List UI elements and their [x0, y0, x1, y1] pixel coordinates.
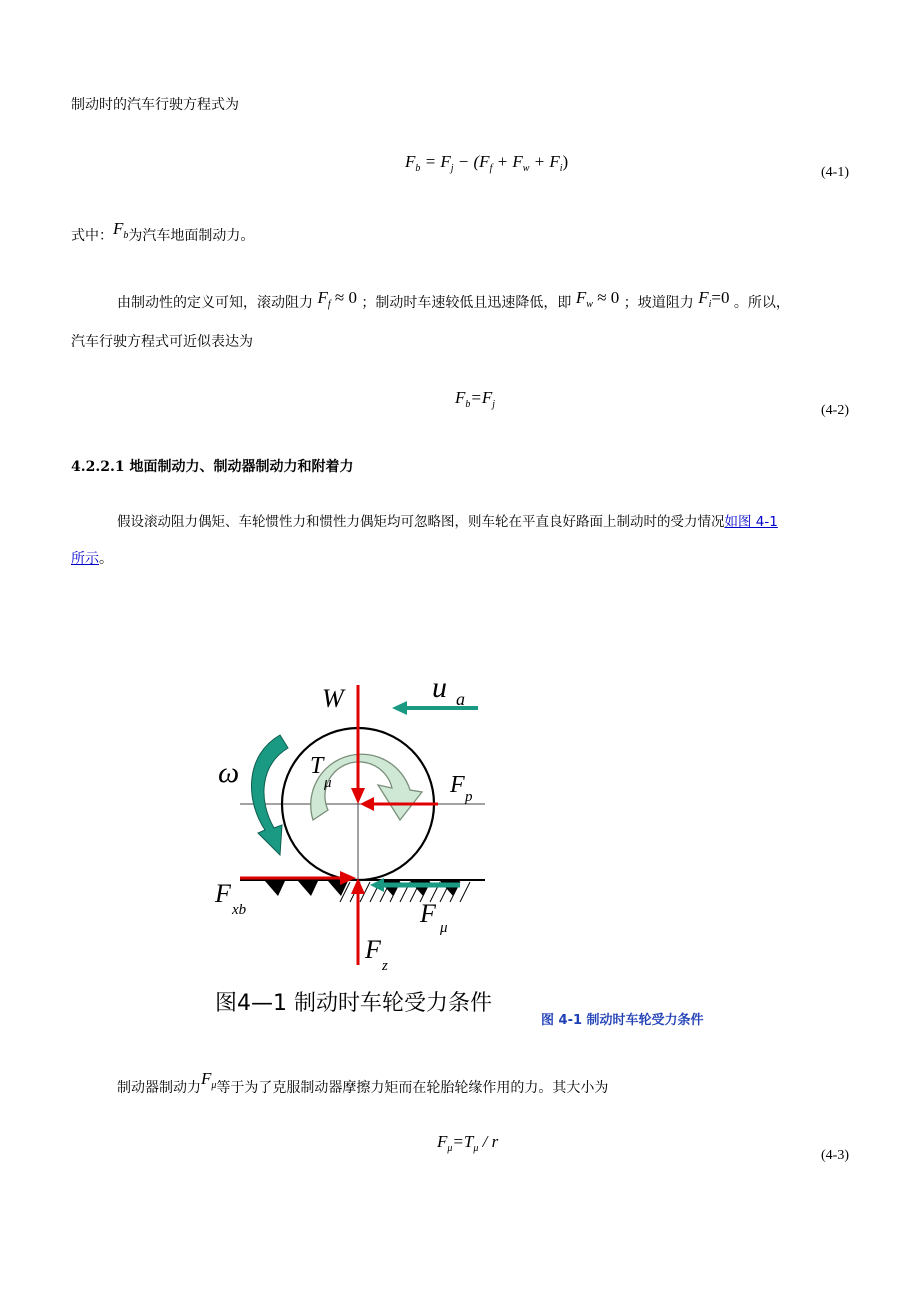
label-Fz-sub: z: [382, 958, 388, 974]
figure-caption: 图 4-1 制动时车轮受力条件: [541, 1013, 704, 1028]
label-Fxb-sub: xb: [232, 902, 247, 918]
equation-4-2: $F_b=F_j$: [455, 388, 496, 410]
force-W-arrowhead: [351, 788, 365, 804]
label-Fmu: F: [420, 899, 436, 928]
paragraph-3: 制动器制动力$F_\mu$等于为了克服制动器摩擦力矩而在轮胎轮缘作用的力。其大小为: [117, 1069, 609, 1096]
label-Fp-sub: p: [465, 789, 473, 805]
intro-text: 制动时的汽车行驶方程式为: [71, 97, 239, 113]
label-Fz: F: [365, 935, 381, 964]
embedded-figure-caption: 图4—1 制动时车轮受力条件: [215, 991, 492, 1016]
equation-number-4-3: (4-3): [821, 1148, 849, 1163]
label-Fxb: F: [215, 879, 231, 908]
equation-number-4-2: (4-2): [821, 403, 849, 418]
label-ua: u: [432, 671, 447, 704]
figure-link-continued[interactable]: 所示: [71, 551, 99, 567]
equation-4-3: $F_\mu=T_\mu / r$: [437, 1132, 499, 1154]
label-Fp: F: [450, 772, 465, 798]
equation-4-1: $F_b = F_j - (F_f + F_w + F_i)$: [405, 152, 569, 174]
label-W: W: [322, 684, 344, 713]
equation-number-4-1: (4-1): [821, 165, 849, 180]
label-ua-sub: a: [456, 689, 465, 709]
label-Tmu-sub: μ: [324, 775, 332, 791]
velocity-ua-arrowhead: [392, 701, 407, 715]
label-omega: ω: [218, 756, 240, 789]
paragraph-1-line-1: 由制动性的定义可知，滚动阻力 $F_f \approx 0$ ；制动时车速较低且迅速降低，即 $F_w \approx 0$ ；坡道阻力 $F_i=0$ 。所以，: [117, 288, 790, 311]
figure-link[interactable]: 如图 4-1: [724, 514, 778, 530]
section-heading: 4.2.2.1 地面制动力、制动器制动力和附着力: [71, 459, 354, 475]
label-Tmu: T: [310, 753, 324, 779]
paragraph-1-line-2: 汽车行驶方程式可近似表达为: [71, 334, 253, 350]
force-Fxb-arrowhead: [340, 871, 356, 885]
paragraph-2-line-2: 所示。: [71, 551, 113, 567]
force-Fp-arrowhead: [360, 797, 374, 811]
paragraph-2-line-1: 假设滚动阻力偶矩、车轮惯性力和惯性力偶矩均可忽略图，则车轮在平直良好路面上制动时的受力情况如图 4-1: [117, 514, 778, 530]
label-Fmu-sub: μ: [440, 920, 448, 936]
definition-line: 式中：$F_b$为汽车地面制动力。: [71, 219, 255, 244]
wheel-force-diagram: [210, 670, 530, 1020]
